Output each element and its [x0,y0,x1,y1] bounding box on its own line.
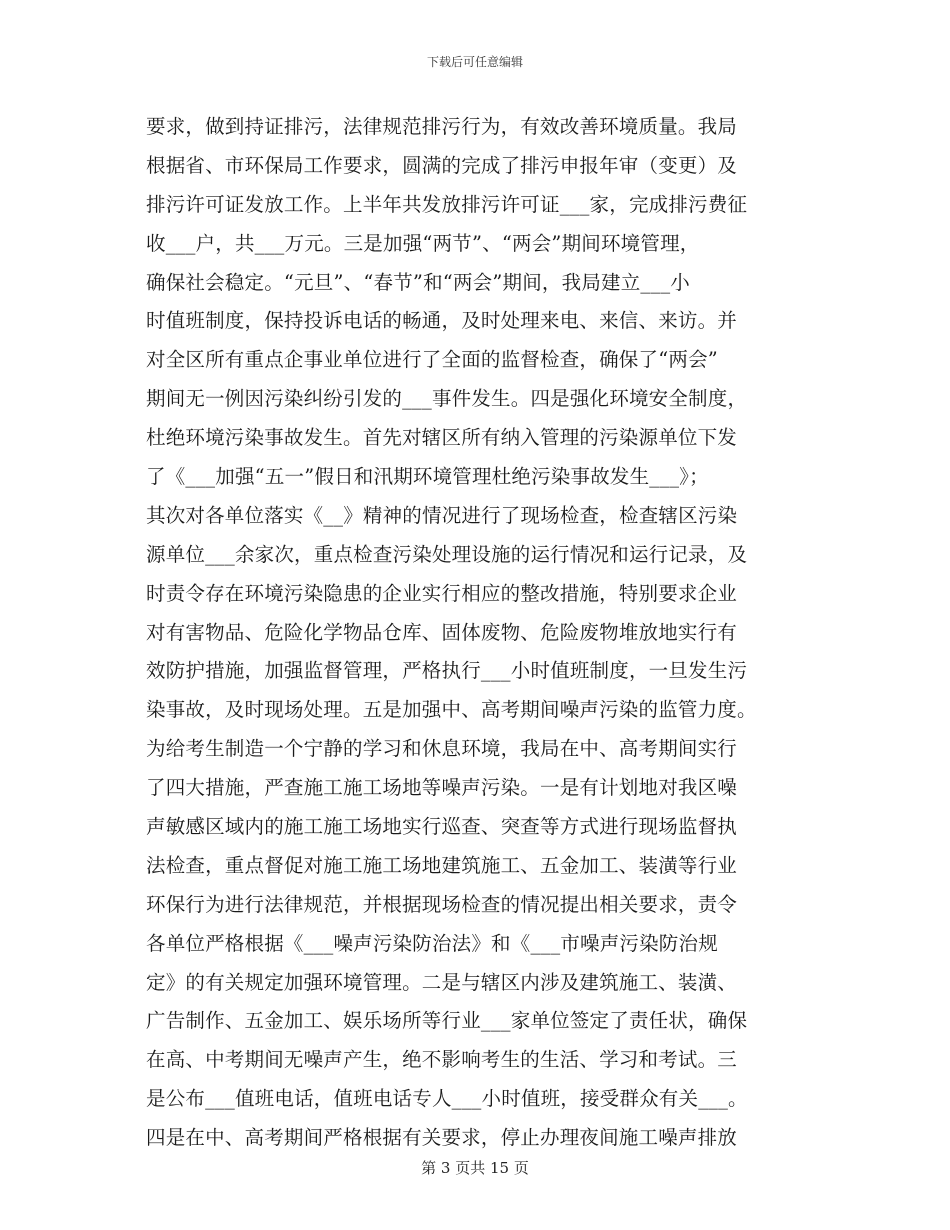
text-line: 了《___加强“五一”假日和汛期环境管理杜绝污染事故发生___》； [146,465,709,489]
text-line: 杜绝环境污染事故发生。首先对辖区所有纳入管理的污染源单位下发 [146,426,738,450]
text-line: 对全区所有重点企事业单位进行了全面的监督检查，确保了“两会” [146,348,718,372]
text-line: 在高、中考期间无噪声产生，绝不影响考生的生活、学习和考试。三 [146,1048,738,1072]
text-line: 环保行为进行法律规范，并根据现场检查的情况提出相关要求，责令 [146,892,738,916]
page-footer: 第 3 页共 15 页 [421,1159,529,1177]
text-line: 时值班制度，保持投诉电话的畅通，及时处理来电、来信、来访。并 [146,309,738,333]
text-line: 时责令存在环境污染隐患的企业实行相应的整改措施，特别要求企业 [146,581,738,605]
text-line: 定》的有关规定加强环境管理。二是与辖区内涉及建筑施工、装潢、 [146,970,738,994]
text-line: 其次对各单位落实《__》精神的情况进行了现场检查，检查辖区污染 [146,503,738,527]
text-line: 法检查，重点督促对施工施工场地建筑施工、五金加工、装潢等行业 [146,853,738,877]
text-line: 声敏感区域内的施工施工场地实行巡查、突查等方式进行现场监督执 [146,815,738,839]
text-line: 效防护措施，加强监督管理，严格执行___小时值班制度，一旦发生污 [146,659,748,683]
text-line: 根据省、市环保局工作要求，圆满的完成了排污申报年审（变更）及 [146,153,738,177]
text-line: 为给考生制造一个宁静的学习和休息环境，我局在中、高考期间实行 [146,737,738,761]
text-line: 确保社会稳定。“元旦”、“春节”和“两会”期间，我局建立___小 [146,270,690,294]
text-line: 四是在中、高考期间严格根据有关要求，停止办理夜间施工噪声排放 [146,1126,738,1150]
text-line: 染事故，及时现场处理。五是加强中、高考期间噪声污染的监管力度。 [146,698,757,722]
text-line: 了四大措施，严查施工施工场地等噪声污染。一是有计划地对我区噪 [146,776,738,800]
text-line: 源单位___余家次，重点检查污染处理设施的运行情况和运行记录，及 [146,542,748,566]
text-line: 各单位严格根据《___噪声污染防治法》和《___市噪声污染防治规 [146,931,718,955]
page-header: 下载后可任意编辑 [426,55,523,69]
body-text [146,108,806,1158]
text-line: 对有害物品、危险化学物品仓库、固体废物、危险废物堆放地实行有 [146,620,738,644]
text-line: 收___户，共___万元。三是加强“两节”、“两会”期间环境管理， [146,231,700,255]
text-line: 是公布___值班电话，值班电话专人___小时值班，接受群众有关___。 [146,1087,748,1111]
text-line: 排污许可证发放工作。上半年共发放排污许可证___家，完成排污费征 [146,192,748,216]
text-line: 广告制作、五金加工、娱乐场所等行业___家单位签定了责任状，确保 [146,1009,748,1033]
text-line: 要求，做到持证排污，法律规范排污行为，有效改善环境质量。我局 [146,115,738,138]
text-line: 期间无一例因污染纠纷引发的___事件发生。四是强化环境安全制度， [146,387,748,411]
